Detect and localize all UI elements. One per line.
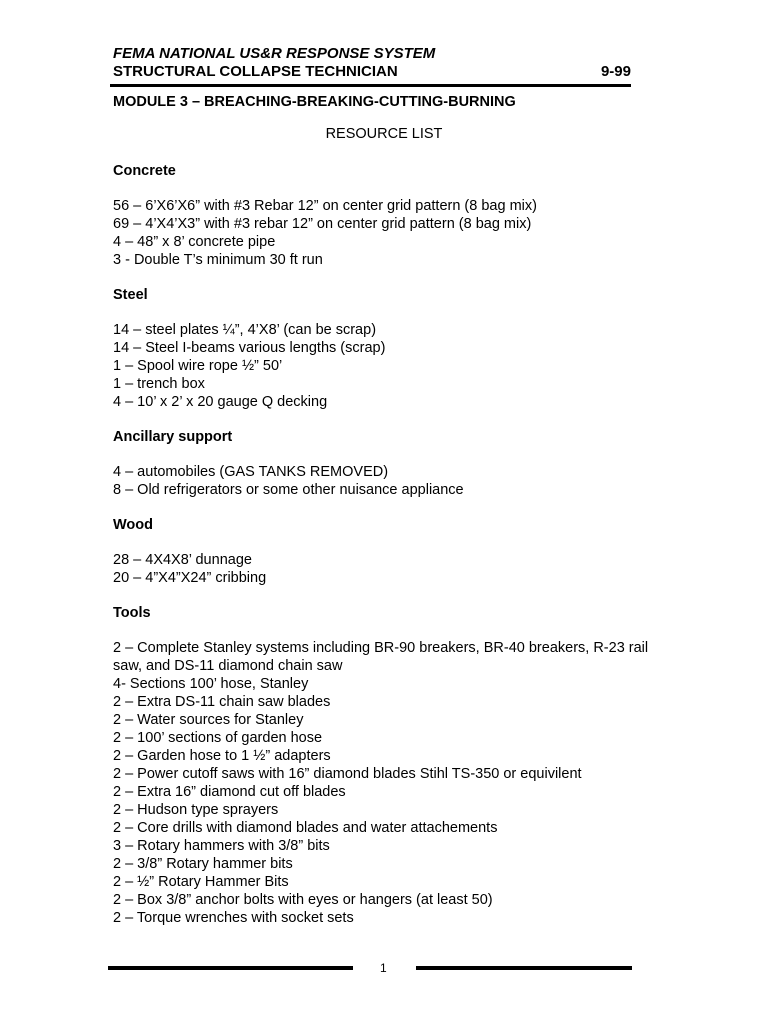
resource-sections [113,162,653,944]
list-item: 2 – Complete Stanley systems including BR-90 breakers, BR-40 breakers, R-23 rail saw, and DS-11 diamond chain saw [113,640,649,674]
list-item: 2 – 3/8” Rotary hammer bits [113,856,293,872]
list-item: 2 – Extra 16” diamond cut off blades [113,784,346,800]
section-title: Steel [113,287,148,303]
resource-list-title: RESOURCE LIST [325,126,443,142]
list-item: 4- Sections 100’ hose, Stanley [113,676,309,692]
list-item: 8 – Old refrigerators or some other nuisance appliance [113,482,464,498]
list-item: 2 – Garden hose to 1 ½” adapters [113,748,331,764]
list-item: 2 – 100’ sections of garden hose [113,730,323,746]
module-title: MODULE 3 – BREACHING-BREAKING-CUTTING-BURNING [113,94,516,110]
list-item: 3 – Rotary hammers with 3/8” bits [113,838,330,854]
header-course-title: STRUCTURAL COLLAPSE TECHNICIAN [113,63,398,80]
section-title: Tools [113,605,151,621]
section-title: Wood [113,517,153,533]
list-item: 4 – 48” x 8’ concrete pipe [113,234,276,250]
list-item: 2 – Torque wrenches with socket sets [113,910,354,926]
section-item-list [113,321,653,411]
list-item: 56 – 6’X6’X6” with #3 Rebar 12” on center grid pattern (8 bag mix) [113,198,537,214]
header-course [113,63,631,80]
footer-rule-right [416,966,632,970]
list-item: 14 – Steel I-beams various lengths (scrap) [113,340,386,356]
footer-rule-left [108,966,353,970]
list-item: 2 – Power cutoff saws with 16” diamond blades Stihl TS-350 or equivilent [113,766,582,782]
list-item: 2 – Extra DS-11 chain saw blades [113,694,331,710]
section-item-list [113,639,653,927]
list-item: 1 – trench box [113,376,205,392]
list-item: 20 – 4”X4”X24” cribbing [113,570,267,586]
list-item: 4 – 10’ x 2’ x 20 gauge Q decking [113,394,328,410]
list-item: 4 – automobiles (GAS TANKS REMOVED) [113,464,389,480]
list-item: 28 – 4X4X8’ dunnage [113,552,252,568]
list-item: 3 - Double T’s minimum 30 ft run [113,252,323,268]
list-item: 2 – ½” Rotary Hammer Bits [113,874,289,890]
list-item: 2 – Hudson type sprayers [113,802,279,818]
list-item: 2 – Water sources for Stanley [113,712,304,728]
list-item: 14 – steel plates ¼”, 4’X8’ (can be scrap) [113,322,377,338]
list-item: 2 – Box 3/8” anchor bolts with eyes or hangers (at least 50) [113,892,493,908]
section-item-list [113,197,653,269]
list-item: 69 – 4’X4’X3” with #3 rebar 12” on center grid pattern (8 bag mix) [113,216,532,232]
section-item-list [113,551,653,587]
section-title: Ancillary support [113,429,233,445]
page-number: 1 [380,961,387,975]
list-item: 2 – Core drills with diamond blades and water attachements [113,820,498,836]
section-title: Concrete [113,163,176,179]
header-divider [110,84,631,87]
section-item-list [113,463,653,499]
header-date: 9-99 [600,63,631,80]
list-item: 1 – Spool wire rope ½” 50’ [113,358,283,374]
header-organization: FEMA NATIONAL US&R RESPONSE SYSTEM [113,45,436,62]
